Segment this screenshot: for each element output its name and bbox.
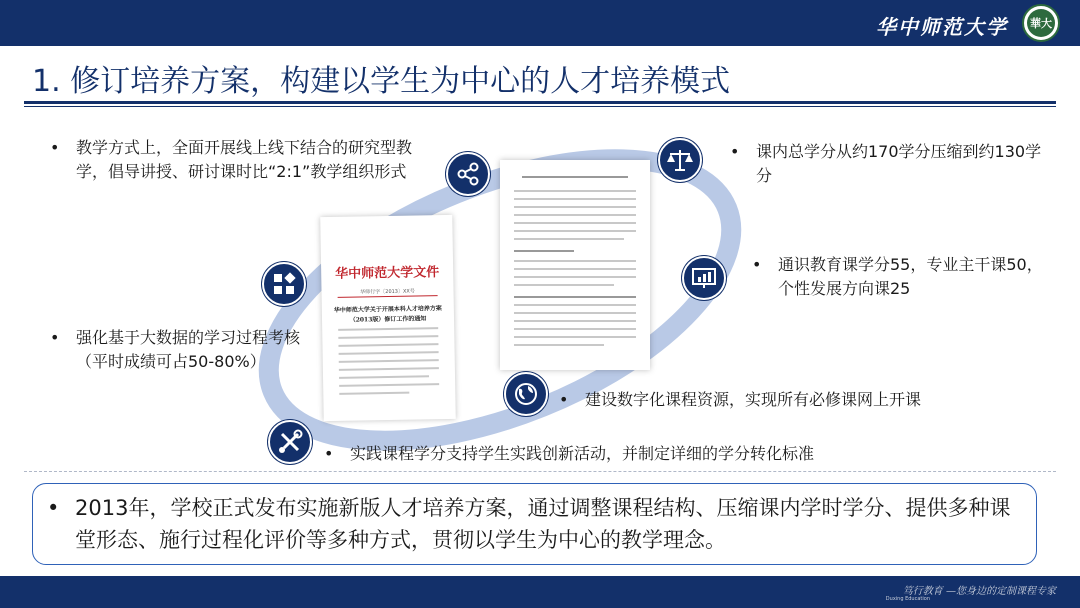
share-nodes-icon-badge xyxy=(446,152,490,196)
point-credit-split xyxy=(752,253,1056,301)
doc-number: 华师行字〔2013〕XX号 xyxy=(360,288,415,296)
point-text: 建设数字化课程资源，实现所有必修课网上开课 xyxy=(585,390,922,409)
doc-text-line xyxy=(514,304,636,306)
doc-red-title: 华中师范大学文件 xyxy=(335,265,440,282)
doc-text-line xyxy=(514,222,636,224)
point-assessment xyxy=(50,326,306,374)
footer-brand-en: Duxing Education xyxy=(885,596,930,602)
doc-text-line xyxy=(338,335,438,339)
doc-text-line xyxy=(514,296,636,298)
point-digital-resources xyxy=(559,388,1005,412)
doc-text-line xyxy=(514,260,636,262)
doc-text-line xyxy=(514,276,636,278)
point-text: 强化基于大数据的学习过程考核（平时成绩可占50-80%） xyxy=(76,328,301,371)
bullet: • xyxy=(752,255,762,274)
bullet: • xyxy=(50,138,60,157)
doc-text-line xyxy=(514,268,636,270)
doc-text-line xyxy=(514,312,636,314)
point-text: 教学方式上，全面开展线上线下结合的研究型教学，倡导讲授、研讨课时比“2:1”教学组织形式 xyxy=(76,138,413,181)
point-teaching-mode xyxy=(50,136,428,184)
page-title: 1. 修订培养方案，构建以学生为中心的人才培养模式 xyxy=(32,64,731,99)
footer-brand: 笃行教育 —您身边的定制课程专家 xyxy=(902,586,1056,597)
tools-icon-badge xyxy=(268,420,312,464)
doc-notice-title-2: （2013版）修订工作的通知 xyxy=(349,315,427,324)
doc-text-line xyxy=(514,238,624,240)
doc-text-line xyxy=(514,190,636,192)
doc-text-line xyxy=(514,206,636,208)
doc-text-line xyxy=(338,343,438,347)
university-name: 华中师范大学 xyxy=(876,15,1008,39)
doc-text-line xyxy=(514,198,636,200)
doc-text-line xyxy=(339,383,439,387)
document-page-2 xyxy=(500,160,650,370)
doc-text-line xyxy=(514,320,636,322)
point-text: 课内总学分从约170学分压缩到约130学分 xyxy=(756,142,1042,185)
bullet: • xyxy=(47,496,60,520)
doc-text-line xyxy=(522,176,628,178)
doc-text-line xyxy=(514,336,636,338)
doc-text-line xyxy=(514,214,636,216)
doc-text-line xyxy=(514,230,636,232)
doc-text-line xyxy=(514,284,614,286)
point-text: 通识教育课学分55，专业主干课50，个性发展方向课25 xyxy=(778,255,1043,298)
bullet: • xyxy=(324,444,334,463)
presentation-chart-icon-badge xyxy=(682,256,726,300)
scales-icon xyxy=(666,147,694,173)
document-page-1 xyxy=(320,215,456,421)
share-nodes-icon xyxy=(455,161,481,187)
bullet: • xyxy=(559,390,569,409)
doc-text-line xyxy=(339,375,429,379)
doc-text-line xyxy=(339,351,439,355)
point-credits-total xyxy=(730,140,1056,188)
summary-box xyxy=(32,483,1037,565)
doc-text-line xyxy=(514,328,636,330)
section-divider xyxy=(24,471,1056,472)
scales-icon-badge xyxy=(658,138,702,182)
doc-text-line xyxy=(338,327,438,331)
globe-icon xyxy=(513,381,539,407)
point-practice-credits xyxy=(324,442,910,466)
doc-text-line xyxy=(339,359,439,363)
doc-text-line xyxy=(514,250,574,252)
summary-text: 2013年，学校正式发布实施新版人才培养方案，通过调整课程结构、压缩课内学时学分、提供多种课堂形态、施行过程化评价等多种方式，贯彻以学生为中心的教学理念。 xyxy=(75,496,1011,552)
doc-text-line xyxy=(339,367,439,371)
grid-apps-icon xyxy=(272,272,296,296)
bullet: • xyxy=(730,142,740,161)
doc-text-line xyxy=(339,392,409,395)
tools-icon xyxy=(277,429,303,455)
presentation-chart-icon xyxy=(691,266,717,290)
globe-icon-badge xyxy=(504,372,548,416)
doc-notice-title-1: 华中师范大学关于开展本科人才培养方案 xyxy=(333,305,442,314)
doc-text-line xyxy=(514,344,604,346)
grid-apps-icon-badge xyxy=(262,262,306,306)
logo-emblem-icon: 華大 xyxy=(1027,9,1055,37)
bullet: • xyxy=(50,328,60,347)
point-text: 实践课程学分支持学生实践创新活动，并制定详细的学分转化标准 xyxy=(350,444,815,463)
